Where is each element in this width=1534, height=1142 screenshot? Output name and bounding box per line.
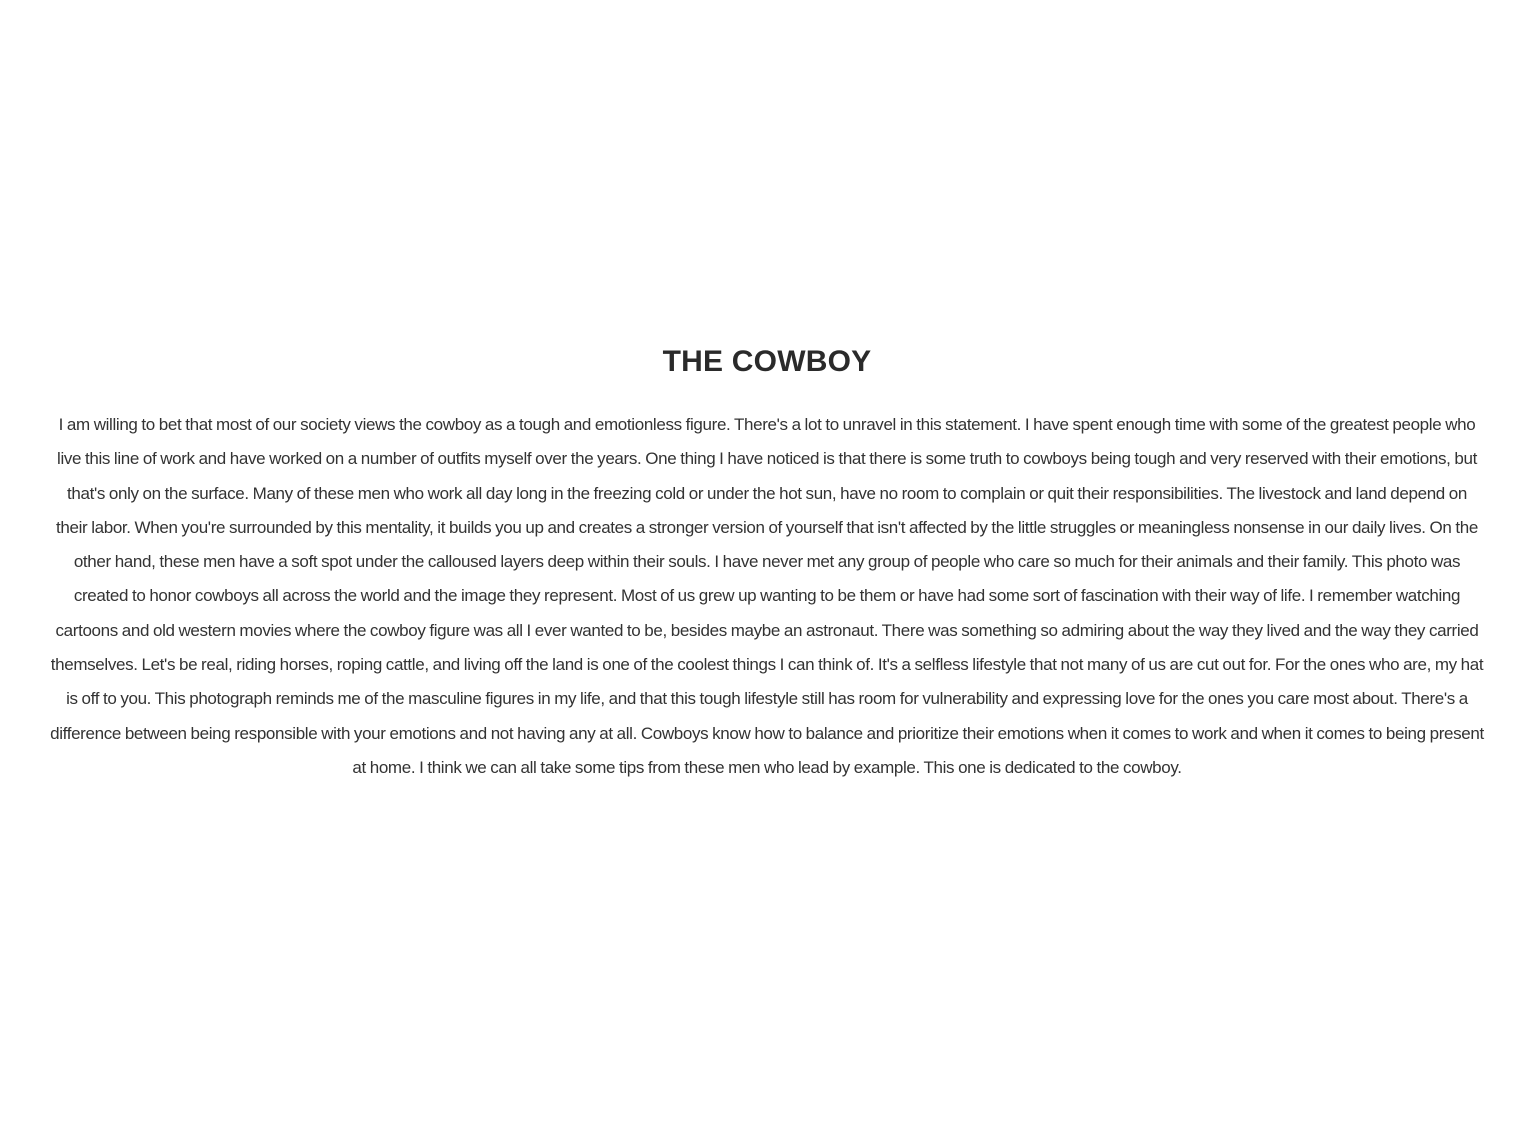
article-section [50, 340, 1484, 785]
article-body: I am willing to bet that most of our society views the cowboy as a tough and emotionless figure. There's a lot to unravel in this statement. I have spent enough time with some of the greatest people who live this line of work and have worked on a number of outfits myself over the years. One thing I have noticed is that there is some truth to cowboys being tough and very reserved with their emotions, but that's only on the surface. Many of these men who work all day long in the freezing cold or under the hot sun, have no room to complain or quit their responsibilities. The livestock and land depend on their labor. When you're surrounded by this mentality, it builds you up and creates a stronger version of yourself that isn't affected by the little struggles or meaningless nonsense in our daily lives. On the other hand, these men have a soft spot under the calloused layers deep within their souls. I have never met any group of people who care so much for their animals and their family. This photo was created to honor cowboys all across the world and the image they represent. Most of us grew up wanting to be them or have had some sort of fascination with their way of life. I remember watching cartoons and old western movies where the cowboy figure was all I ever wanted to be, besides maybe an astronaut. There was something so admiring about the way they lived and the way they carried themselves. Let's be real, riding horses, roping cattle, and living off the land is one of the coolest things I can think of. It's a selfless lifestyle that not many of us are cut out for. For the ones who are, my hat is off to you. This photograph reminds me of the masculine figures in my life, and that this tough lifestyle still has room for vulnerability and expressing love for the ones you care most about. There's a difference between being responsible with your emotions and not having any at all. Cowboys know how to balance and prioritize their emotions when it comes to work and when it comes to being present at home. I think we can all take some tips from these men who lead by example. This one is dedicated to the cowboy. [50, 415, 1484, 777]
article-title: THE COWBOY [662, 345, 872, 378]
